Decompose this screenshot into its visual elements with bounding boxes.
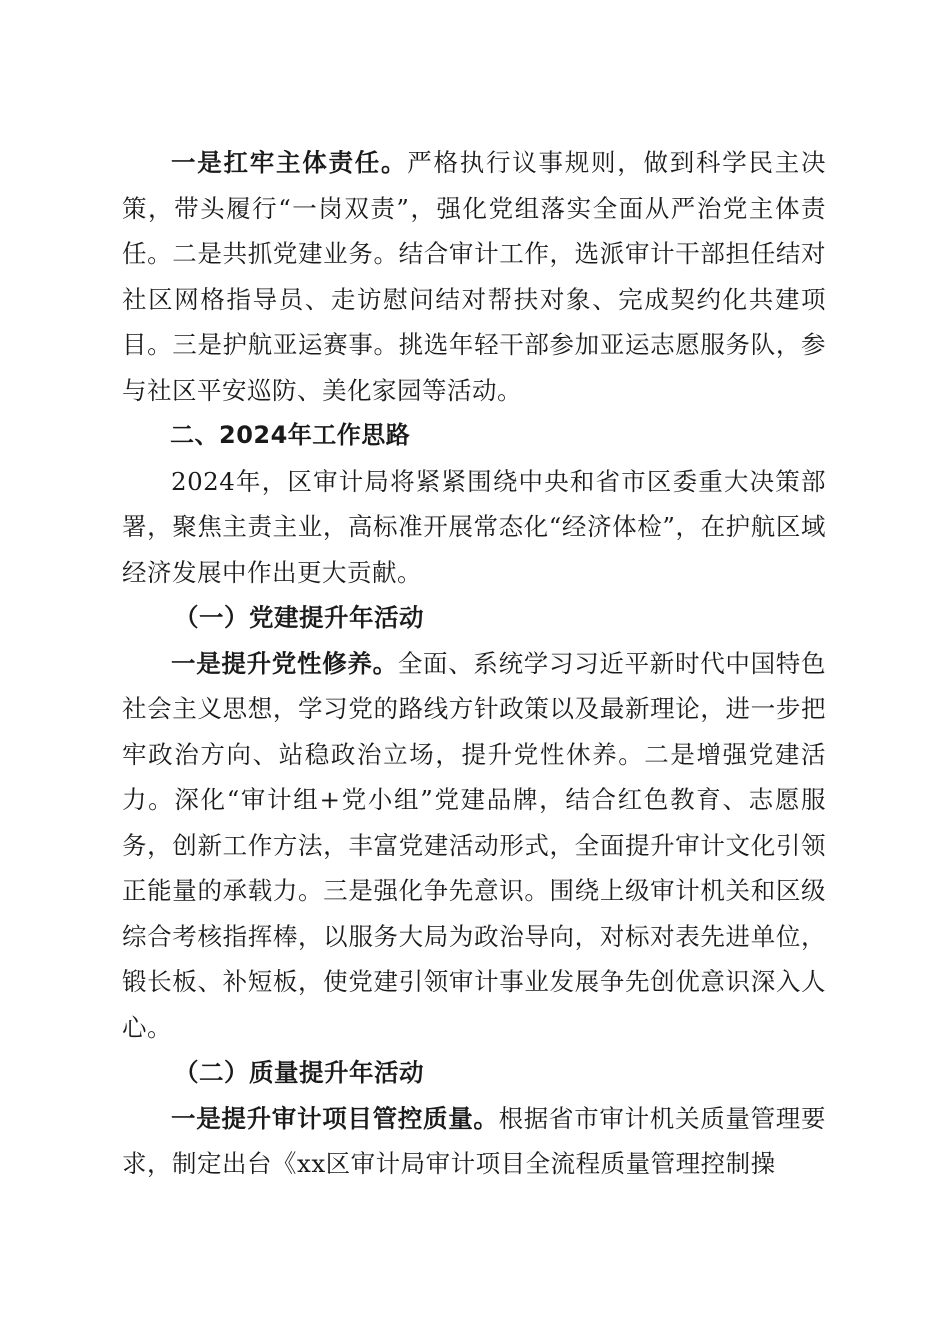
subsection-heading-quality: （二）质量提升年活动 bbox=[174, 1058, 424, 1087]
paragraph-lead: 一是提升党性修养。 bbox=[171, 648, 398, 678]
paragraph-intro-2024 bbox=[122, 459, 826, 596]
document-body bbox=[122, 140, 826, 1187]
paragraph-responsibility bbox=[122, 140, 826, 413]
paragraph-lead: 一是提升审计项目管控质量。 bbox=[171, 1103, 499, 1133]
subsection-heading-party-building: （一）党建提升年活动 bbox=[174, 603, 424, 632]
paragraph-text: 全面、系统学习习近平新时代中国特色社会主义思想，学习党的路线方针政策以及最新理论，进一步把牢政治方向、站稳政治立场，提升党性休养。二是增强党建活力。深化“审计组+党小组”党建品牌，结合红色教育、志愿服务，创新工作方法，丰富党建活动形式，全面提升审计文化引领正能量的承载力。三是强化争先意识。围绕上级审计机关和区级综合考核指挥棒，以服务大局为政治导向，对标对表先进单位，锻长板、补短板，使党建引领审计事业发展争先创优意识深入人心。 bbox=[122, 648, 827, 1042]
paragraph-lead: 一是扛牢主体责任。 bbox=[171, 148, 408, 177]
section-heading: 二、2024年工作思路 bbox=[170, 421, 411, 449]
paragraph-party-building bbox=[122, 641, 826, 1051]
paragraph-text: 根据省市审计机关质量管理要求，制定出台《xx区审计局审计项目全流程质量管理控制操 bbox=[122, 1103, 827, 1178]
paragraph-quality bbox=[122, 1096, 826, 1187]
paragraph-text: 2024年，区审计局将紧紧围绕中央和省市区委重大决策部署，聚焦主责主业，高标准开展常态化“经济体检”，在护航区域经济发展中作出更大贡献。 bbox=[122, 466, 826, 587]
paragraph-text: 严格执行议事规则，做到科学民主决策，带头履行“一岗双责”，强化党组落实全面从严治党主体责任。二是共抓党建业务。结合审计工作，选派审计干部担任结对社区网格指导员、走访慰问结对帮扶对象、完成契约化共建项目。三是护航亚运赛事。挑选年轻干部参加亚运志愿服务队，参与社区平安巡防、美化家园等活动。 bbox=[122, 148, 826, 405]
